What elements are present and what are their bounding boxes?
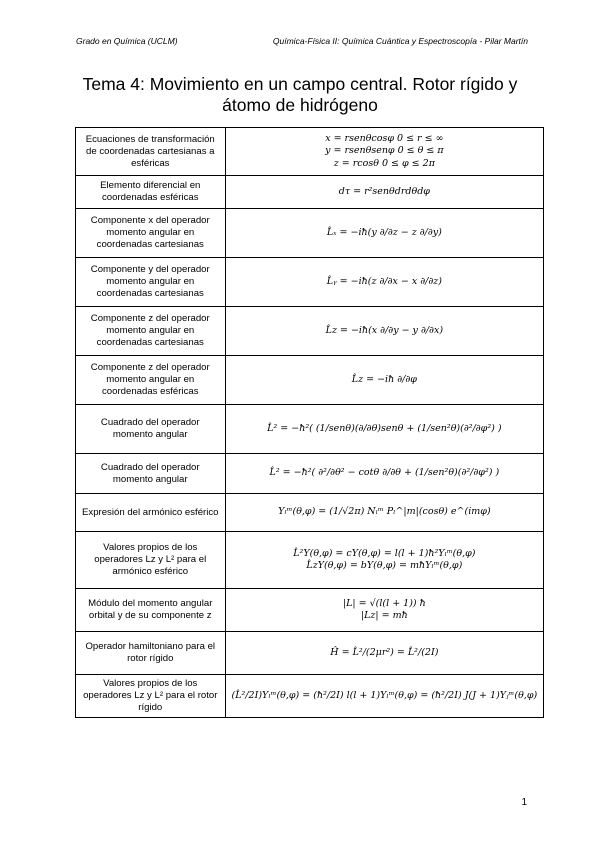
formula-line: Ĥ = L̂²/(2μr²) = L̂²/(2I)	[330, 646, 439, 658]
row-label	[76, 405, 226, 454]
label-line: Elemento diferencial en	[100, 180, 201, 191]
table-row	[76, 356, 544, 405]
row-formula	[225, 532, 544, 589]
label-line: Componente y del operador	[90, 264, 210, 275]
label-line: coordenadas cartesianas	[96, 288, 204, 299]
formula-table-body	[76, 128, 544, 718]
row-formula	[225, 494, 544, 532]
header-course: Grado en Química (UCLM)	[76, 36, 178, 46]
row-label	[76, 128, 226, 176]
title-line-1: Tema 4: Movimiento en un campo central. Rotor rígido y	[82, 74, 518, 94]
page-title	[60, 74, 540, 116]
label-line: Componente z del operador	[90, 362, 210, 373]
row-formula	[225, 632, 544, 675]
row-label	[76, 307, 226, 356]
label-line: orbital y de su componente z	[88, 610, 212, 621]
row-label	[76, 494, 226, 532]
table-row	[76, 675, 544, 718]
formula-line: y = rsenθsenφ 0 ≤ θ ≤ π	[325, 145, 444, 157]
formula-line: L̂²Y(θ,φ) = cY(θ,φ) = l(l + 1)ħ²Yₗᵐ(θ,φ)	[293, 547, 476, 559]
formula-line: |L| = √(l(l + 1)) ħ	[342, 597, 426, 609]
row-label	[76, 176, 226, 209]
label-line: Operador hamiltoniano para el	[85, 641, 216, 652]
formula-line: Yₗᵐ(θ,φ) = (1/√2π) Nₗᵐ Pₗ^|m|(cosθ) e^(imφ)	[278, 506, 491, 518]
formula-line: L̂z = −iħ ∂/∂φ	[351, 373, 417, 385]
row-label	[76, 632, 226, 675]
label-line: Componente x del operador	[90, 215, 210, 226]
table-row	[76, 128, 544, 176]
row-formula	[225, 675, 544, 718]
formula-line: L̂z = −iħ(x ∂/∂y − y ∂/∂x)	[325, 324, 444, 336]
header-subject: Química-Física II: Química Cuántica y Espectroscopía - Pilar Martín	[272, 36, 528, 46]
label-line: coordenadas cartesianas	[96, 239, 204, 250]
label-line: rotor rígido	[127, 653, 174, 664]
label-line: operadores Lz y L² para el rotor	[83, 690, 218, 701]
label-line: Componente z del operador	[90, 313, 210, 324]
row-formula	[225, 454, 544, 494]
row-label	[76, 356, 226, 405]
row-formula	[225, 128, 544, 176]
formula-line: |Lz| = mħ	[360, 610, 408, 621]
title-line-2: átomo de hidrógeno	[222, 95, 378, 115]
label-line: de coordenadas cartesianas a	[85, 145, 215, 157]
table-row	[76, 632, 544, 675]
label-line: Cuadrado del operador	[100, 461, 200, 473]
row-label	[76, 209, 226, 258]
table-row	[76, 454, 544, 494]
label-line: Módulo del momento angular	[88, 598, 213, 609]
label-line: momento angular	[112, 429, 188, 440]
label-line: Ecuaciones de transformación	[85, 133, 215, 145]
formula-line: x = rsenθcosφ 0 ≤ r ≤ ∞	[325, 132, 444, 144]
label-line: Valores propios de los	[103, 542, 198, 553]
formula-line: (L̂²/2I)Yₗᵐ(θ,φ) = (ħ²/2I) l(l + 1)Yₗᵐ(θ,φ) = (ħ²/2I) J(J + 1)Yⱼᵐ(θ,φ)	[231, 689, 538, 701]
label-line: armónico esférico	[112, 566, 189, 577]
row-formula	[225, 209, 544, 258]
label-line: Valores propios de los	[103, 678, 198, 689]
table-row	[76, 405, 544, 454]
page-number: 1	[521, 797, 527, 808]
row-label	[76, 454, 226, 494]
formula-line: L̂² = −ħ²( (1/senθ)(∂/∂θ)senθ + (1/sen²θ)(∂²/∂φ²) )	[267, 422, 502, 434]
row-formula	[225, 356, 544, 405]
row-formula	[225, 176, 544, 209]
label-line: momento angular en	[106, 276, 195, 287]
label-line: operadores Lz y L² para el	[94, 554, 207, 565]
label-line: rígido	[138, 702, 163, 713]
table-row	[76, 209, 544, 258]
table-row	[76, 176, 544, 209]
formula-line: L̂zY(θ,φ) = bY(θ,φ) = mħYₗᵐ(θ,φ)	[306, 560, 463, 571]
formula-line: dτ = r²senθdrdθdφ	[338, 185, 430, 197]
formula-line: L̂ᵧ = −iħ(z ∂/∂x − x ∂/∂z)	[326, 275, 442, 287]
label-line: momento angular en	[106, 227, 195, 238]
row-label	[76, 258, 226, 307]
label-line: momento angular en	[106, 374, 195, 385]
formula-line: L̂ₓ = −iħ(y ∂/∂z − z ∂/∂y)	[326, 226, 442, 238]
table-row	[76, 532, 544, 589]
label-line: coordenadas cartesianas	[96, 337, 204, 348]
row-formula	[225, 589, 544, 632]
row-label	[76, 532, 226, 589]
formula-table	[75, 127, 544, 718]
table-row	[76, 494, 544, 532]
row-formula	[225, 405, 544, 454]
label-line: momento angular en	[106, 325, 195, 336]
table-row	[76, 589, 544, 632]
formula-line: L̂² = −ħ²( ∂²/∂θ² − cotθ ∂/∂θ + (1/sen²θ)(∂²/∂φ²) )	[269, 467, 500, 479]
row-label	[76, 589, 226, 632]
label-line: coordenadas esféricas	[101, 192, 199, 203]
label-line: esféricas	[131, 157, 170, 169]
label-line: Cuadrado del operador	[100, 417, 200, 428]
formula-line: z = rcosθ 0 ≤ φ ≤ 2π	[333, 157, 435, 169]
row-formula	[225, 307, 544, 356]
row-formula	[225, 258, 544, 307]
label-line: coordenadas esféricas	[101, 386, 199, 397]
table-row	[76, 307, 544, 356]
table-row	[76, 258, 544, 307]
label-line: Expresión del armónico esférico	[82, 506, 219, 518]
row-label	[76, 675, 226, 718]
label-line: momento angular	[112, 473, 188, 485]
